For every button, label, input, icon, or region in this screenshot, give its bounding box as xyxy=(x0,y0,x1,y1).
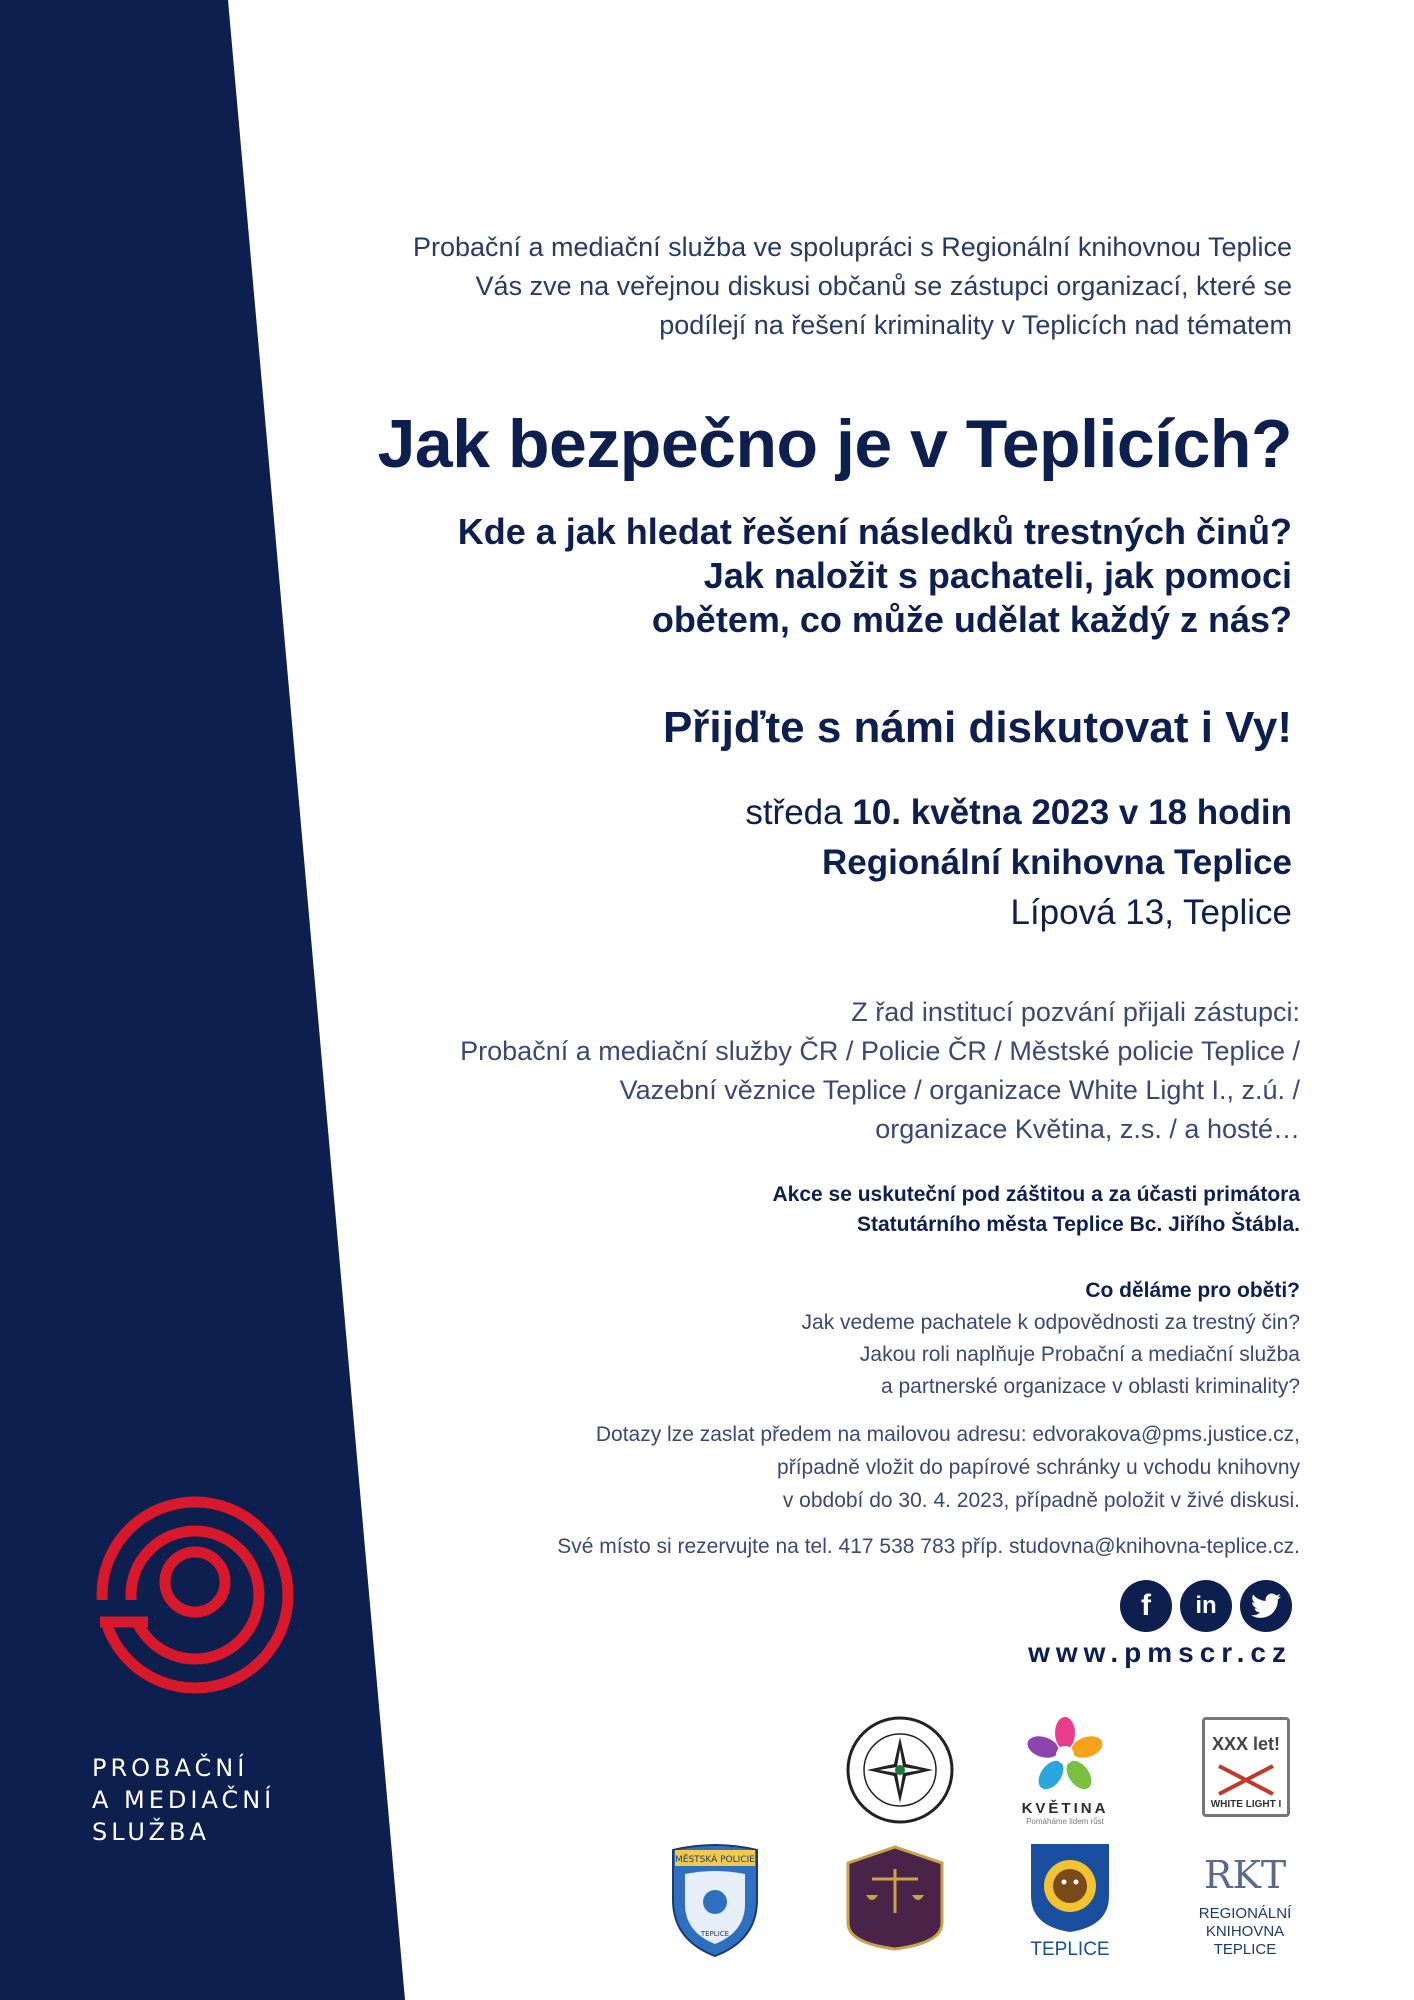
brand-name xyxy=(92,1752,352,1848)
event-address: Lípová 13, Teplice xyxy=(1010,893,1292,932)
contact-line: Dotazy lze zaslat předem na mailovou adresu: edvorakova@pms.justice.cz, xyxy=(595,1423,1300,1446)
library-caption-line: REGIONÁLNÍ xyxy=(1198,1905,1292,1922)
facebook-glyph: f xyxy=(1141,1589,1151,1622)
question-line: obětem, co může udělat každý z nás? xyxy=(651,599,1292,640)
social-links xyxy=(1120,1580,1292,1632)
page-title: Jak bezpečno je v Teplicích? xyxy=(377,406,1292,482)
linkedin-glyph: in xyxy=(1195,1592,1217,1619)
kvetina-caption: KVĚTINA xyxy=(1021,1800,1109,1817)
guests-text xyxy=(460,993,1300,1149)
questions xyxy=(458,510,1292,642)
svg-text:RKT: RKT xyxy=(1203,1853,1287,1897)
library-caption-line: KNIHOVNA xyxy=(1205,1923,1285,1940)
offer-text xyxy=(802,1275,1300,1403)
invite-heading: Přijďte s námi diskutovat i Vy! xyxy=(662,703,1292,752)
whitelight-caption: WHITE LIGHT I xyxy=(1210,1799,1282,1810)
twitter-bird-icon xyxy=(1251,1593,1281,1619)
linkedin-icon[interactable] xyxy=(1180,1580,1232,1632)
kvetina-subcaption: Pomáháme lidem růst xyxy=(1026,1817,1104,1826)
guests-line: organizace Květina, z.s. / a hosté… xyxy=(875,1114,1300,1144)
event-date xyxy=(745,788,1292,838)
teplice-caption: TEPLICE xyxy=(1030,1939,1110,1960)
event-day: středa xyxy=(745,793,843,832)
teplice-city-logo xyxy=(1020,1840,1120,1961)
municipal-police-badge-icon xyxy=(665,1840,765,1958)
patron-text xyxy=(773,1180,1301,1240)
event-datetime: 10. května 2023 v 18 hodin xyxy=(852,793,1292,832)
question-line: Kde a jak hledat řešení následků trestných činů? xyxy=(457,511,1292,552)
contact-text xyxy=(596,1418,1300,1517)
guests-line: Z řad institucí pozvání přijali zástupci: xyxy=(851,997,1300,1027)
intro-text xyxy=(292,228,1292,345)
guests-line: Probační a mediační služby ČR / Policie ČR / Městské policie Teplice / xyxy=(460,1036,1300,1066)
guests-line: Vazební věznice Teplice / organizace White Light I., z.ú. / xyxy=(619,1075,1300,1105)
flower-icon xyxy=(1025,1715,1105,1795)
patron-line: Akce se uskuteční pod záštitou a za účasti primátora xyxy=(772,1183,1300,1206)
brand-line: A MEDIAČNÍ xyxy=(92,1786,276,1814)
contact-line: v období do 30. 4. 2023, případně položit v živé diskusi. xyxy=(782,1489,1300,1512)
event-venue: Regionální knihovna Teplice xyxy=(822,843,1292,882)
kvetina-logo xyxy=(1010,1715,1120,1826)
police-star-icon xyxy=(845,1715,955,1825)
prison-service-logo xyxy=(840,1843,950,1956)
library-logo xyxy=(1185,1850,1305,1959)
offer-line: a partnerské organizace v oblasti kriminality? xyxy=(880,1375,1300,1398)
question-line: Jak naložit s pachateli, jak pomoci xyxy=(703,555,1292,596)
rkt-monogram-icon xyxy=(1203,1850,1287,1900)
police-logo xyxy=(840,1715,960,1830)
whitelight-logo xyxy=(1202,1717,1294,1817)
intro-line: podílejí na řešení kriminality v Teplicích nad tématem xyxy=(659,310,1292,340)
partner-logos xyxy=(640,1705,1310,1975)
offer-line: Jakou roli naplňuje Probační a mediační služba xyxy=(859,1343,1300,1366)
event-details xyxy=(745,788,1292,938)
mestska-text: MĚSTSKÁ POLICIE xyxy=(675,1855,755,1865)
municipal-police-logo xyxy=(660,1840,770,1963)
contact-line: případně vložit do papírové schránky u vchodu knihovny xyxy=(777,1456,1300,1479)
whitelight-years: XXX let! xyxy=(1211,1734,1281,1754)
library-caption-line: TEPLICE xyxy=(1213,1941,1277,1958)
prison-service-badge-icon xyxy=(842,1843,948,1951)
twitter-icon[interactable] xyxy=(1240,1580,1292,1632)
pms-logo-icon xyxy=(90,1490,300,1700)
reserve-text: Své místo si rezervujte na tel. 417 538 783 příp. studovna@knihovna-teplice.cz. xyxy=(557,1535,1300,1558)
intro-line: Vás zve na veřejnou diskusi občanů se zástupci organizací, které se xyxy=(475,271,1292,301)
intro-line: Probační a mediační služba ve spolupráci s Regionální knihovnou Teplice xyxy=(412,232,1292,262)
brand-line: SLUŽBA xyxy=(92,1818,210,1846)
website-link[interactable]: www.pmscr.cz xyxy=(1028,1637,1292,1668)
mestska-sub-text: TEPLICE xyxy=(700,1930,730,1938)
offer-line: Jak vedeme pachatele k odpovědnosti za trestný čin? xyxy=(801,1311,1300,1334)
library-caption xyxy=(1185,1905,1305,1959)
brand-line: PROBAČNÍ xyxy=(92,1754,249,1782)
teplice-crest-icon xyxy=(1027,1840,1113,1934)
patron-line: Statutárního města Teplice Bc. Jiřího Štábla. xyxy=(856,1213,1300,1236)
offer-heading: Co děláme pro oběti? xyxy=(1085,1279,1300,1302)
cross-icon xyxy=(1205,1760,1287,1800)
facebook-icon[interactable] xyxy=(1120,1580,1172,1632)
